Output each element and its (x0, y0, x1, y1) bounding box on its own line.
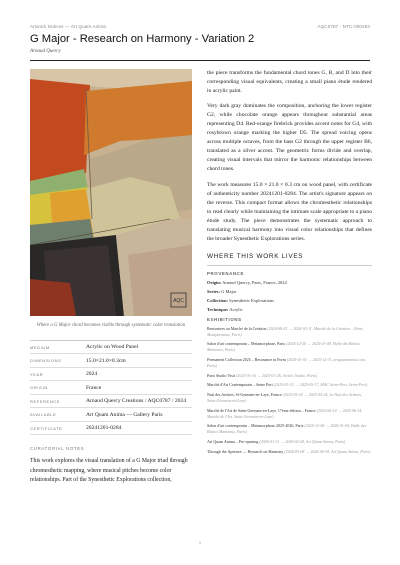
art-rust-block (30, 279, 76, 316)
exhibition-details: (2024-12-20 → 2025-01-09, Halle des Blancs Manteaux, Paris) (207, 341, 360, 353)
artwork-title: G Major - Research on Harmony - Variation 2 (30, 33, 255, 45)
provenance-list (207, 280, 372, 312)
exhibition-details: (2025-01-01 → 2025-12-31, artquamanima.com, Paris) (207, 357, 366, 368)
metadata-value: Arnaud Quercy Creations / AQC0787 / 2024 (86, 398, 187, 404)
page-header (30, 24, 370, 29)
provenance-item (207, 289, 372, 294)
exhibition-details: (2026-03-08 → 2026-06-30, Art Quam Anima, Paris) (284, 448, 371, 454)
metadata-value: Art Quam Anima — Gallery Paris (86, 411, 163, 418)
exhibition-title: Marché de l'Art de Saint-Germain-en-Laye, 17ème édition – France (207, 407, 316, 413)
exhibition-item (207, 423, 372, 435)
artist-name: Arnaud Quercy (30, 49, 61, 54)
exhibition-item (207, 373, 372, 379)
provenance-key: Origin: (207, 279, 222, 285)
exhibition-title: Salon d'art contemporain – Metamorphose, Paris (207, 341, 286, 347)
metadata-row (30, 422, 192, 436)
metadata-value: 2024 (86, 371, 98, 377)
page-number: 1 (198, 540, 202, 545)
metadata-key: YEAR (30, 371, 44, 377)
right-column (207, 69, 372, 459)
exhibition-item (207, 449, 372, 455)
provenance-heading: PROVENANCE (207, 270, 244, 276)
description-paragraph: the piece transforms the fundamental chord tones G, B, and D into their corresponding visual equivalents, creating a small piano étude rendered in acrylic paint. (207, 70, 372, 95)
description-paragraph: The work measures 15.0 × 21.0 × 0.3 cm on wood panel, with certificate of authenticity number 20241201-0284. The artist's signature appears on the reverse. This compact format allows the chromesthetic relationships to read clearly while maintaining the intimate scale appropriate to a piano étude study. The piece demonstrates the systematic approach to translating musical harmony into visual color relationships that defines the broader Synesthetic Explorations series. (207, 181, 372, 242)
exhibition-title: Through the Aperture — Research on Harmony (207, 448, 284, 454)
metadata-key: ORIGIN (30, 385, 48, 391)
header-left: Artwork Notices — Art Quam Anima (30, 24, 106, 29)
exhibition-title: Salon d'art contemporain – Metamorphose 2025-2026, Paris (207, 423, 304, 429)
metadata-key: REFERENCE (30, 398, 61, 404)
exhibition-title: Rencontres au Marché de la Création (207, 325, 267, 331)
provenance-key: Series: (207, 288, 220, 294)
curatorial-notes: This work explores the visual translation of a G Major triad through chromesthetic mapping, where musical pitches become color relationships. Part of the Synesthetic Explorations collection, (30, 458, 188, 484)
exhibition-details: (2025-03-15 → 2025-05-17, MAC Seine-Port, Seine-Port) (273, 382, 368, 388)
provenance-value: Acrylic (229, 306, 243, 312)
notes-heading: CURATORIAL NOTES (30, 446, 85, 452)
metadata-key: MEDIUM (30, 344, 50, 350)
artwork-painting (30, 69, 192, 316)
metadata-row (30, 395, 192, 409)
metadata-row (30, 381, 192, 395)
exhibition-item (207, 408, 372, 420)
metadata-row (30, 368, 192, 382)
provenance-item (207, 298, 372, 303)
header-right: AQC0787 · NTC-000284 (317, 24, 370, 29)
description-paragraph: Very dark gray dominates the composition, anchoring the lower register G2, while chocolate orange appears throughout substantial areas representing D4. Red-orange firebrick provides accent notes for G4, with rosybrown orange marking the higher D5. The spread voicing opens across multiple octaves, from the bass G2 through the upper register B6, translated as a silver accent. The geometric forms divide and overlap, creating visual intervals that mirror the harmonic relationships between chord tones. (207, 103, 372, 173)
exhibition-details: (2025-12-06 → 2026-01-04, Halle des Blancs Manteaux, Paris) (207, 423, 367, 435)
exhibition-item (207, 326, 372, 338)
provenance-item (207, 307, 372, 312)
metadata-row (30, 341, 192, 355)
exhibition-details: (2025-05-24 → 2025-05-24, La Nuit des Artistes, Saint-Germain-en-Laye) (207, 392, 362, 404)
left-column (30, 69, 192, 486)
metadata-value: 20241201-0284 (86, 425, 122, 431)
exhibition-item (207, 341, 372, 353)
artwork-image (30, 69, 192, 316)
art-monogram: AQC (173, 298, 184, 304)
metadata-value: Acrylic on Wood Panel (86, 344, 139, 350)
metadata-value: France (86, 384, 102, 391)
metadata-key: CERTIFICATE (30, 425, 63, 431)
metadata-value: 15.0×21.0×0.3cm (86, 357, 126, 364)
exhibition-title: Art Quam Anima – Pre-opening (207, 439, 259, 444)
section-rule (207, 265, 372, 266)
exhibition-item (207, 392, 372, 404)
exhibition-details: (2024-08-23 → 2024-03-11, Marché de la Création – Paris Montparnasse, Paris) (207, 325, 363, 337)
art-red-block (30, 79, 90, 181)
provenance-item (207, 280, 372, 285)
exhibitions-heading: EXHIBITIONS (207, 316, 242, 322)
exhibition-title: Permanent Collection 2025 – Resonance in Form (207, 357, 286, 363)
exhibition-details: (2026-01-31 → 2026-02-28, Art Quam Anima, Paris) (259, 439, 346, 444)
exhibition-details: (2025-01-16 → 2025-01-26, Artist's Studio, Paris) (235, 372, 318, 378)
provenance-value: Synesthetic Explorations (229, 297, 274, 303)
image-caption: Where a G Major chord becomes visible through systematic color translation (36, 323, 186, 328)
provenance-value: G Major (221, 288, 237, 294)
provenance-key: Collection: (207, 297, 228, 303)
provenance-key: Technique: (207, 306, 229, 312)
metadata-row (30, 354, 192, 368)
exhibitions-list (207, 326, 372, 455)
exhibition-title: Marché d'Art Contemporain – Seine Port (207, 382, 273, 388)
exhibition-item (207, 382, 372, 388)
exhibition-details: (2025-06-14 → 2025-06-14, Marché de l'Art, Saint-Germain-en-Laye) (207, 407, 363, 419)
title-rule (30, 60, 370, 61)
metadata-key: DIMENSIONS (30, 358, 62, 364)
exhibition-item (207, 357, 372, 369)
exhibition-title: Paris Studio Visit (207, 372, 235, 378)
metadata-key: AVAILABLE (30, 412, 57, 418)
metadata-table (30, 340, 192, 436)
exhibition-title: Nuit des Artistes, St-Germain-en-Laye, France (207, 392, 282, 398)
exhibition-item (207, 439, 372, 445)
metadata-row (30, 408, 192, 422)
where-heading: WHERE THIS WORK LIVES (207, 252, 304, 260)
art-rose-block (128, 245, 192, 316)
provenance-value: Arnaud Quercy, Paris, France, 2024 (222, 279, 287, 285)
